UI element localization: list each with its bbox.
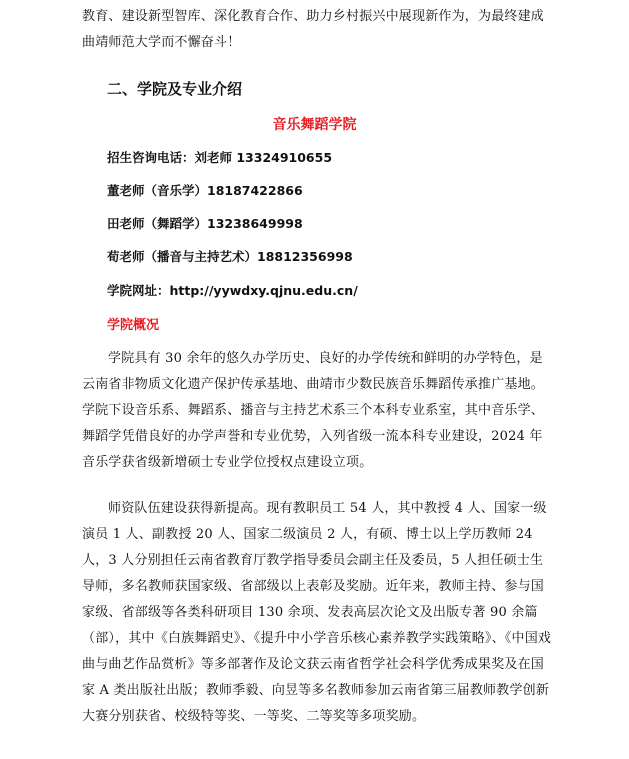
overview-paragraph-history: 学院具有 30 余年的悠久办学历史、良好的办学传统和鲜明的办学特色，是云南省非物质文化遗产保护传承基地、曲靖市少数民族音乐舞蹈传承推广基地。学院下设音乐系、舞蹈系、播音与主持艺术系三个本科专业系室，其中音乐学、舞蹈学凭借良好的办学声誉和专业优势，入列省级一流本科专业建设，2024 年音乐学获省级新增硕士专业学位授权点建设立项。 [82, 351, 545, 470]
overview-heading: 学院概况 [107, 318, 160, 333]
contact-line-admissions: 招生咨询电话：刘老师 13324910655 [107, 150, 333, 165]
section-heading: 二、学院及专业介绍 [107, 80, 243, 98]
overview-paragraph-faculty: 师资队伍建设获得新提高。现有教职员工 54 人，其中教授 4 人、国家一级演员 1 人、副教授 20 人、国家二级演员 2 人，有硕、博士以上学历教师 24 人，3 人分别担任云南省教育厅教学指导委员会副主任及委员，5 人担任硕士生导师，多名教师获国家级、省部级以上表彰及奖励。近年来，教师主持、参与国家级、省部级等各类科研项目 130 余项、发表高层次论文及出版专著 90 余篇（部），其中《白族舞蹈史》、《提升中小学音乐核心素养教学实践策略》、《中国戏曲与曲艺作品赏析》等多部著作及论文获云南省哲学社会科学优秀成果奖及在国家 A 类出版社出版；教师季毅、向昱等多名教师参加云南省第三届教师教学创新大赛分别获省、校级特等奖、一等奖、二等奖等多项奖励。 [82, 501, 552, 724]
contact-line-broadcasting: 荀老师（播音与主持艺术）18812356998 [107, 249, 353, 264]
intro-paragraph: 教育、建设新型智库、深化教育合作、助力乡村振兴中展现新作为，为最终建成曲靖师范大学而不懈奋斗！ [82, 9, 545, 50]
college-website: 学院网址：http://yywdxy.qjnu.edu.cn/ [107, 283, 358, 298]
contact-line-dance: 田老师（舞蹈学）13238649998 [107, 216, 303, 231]
college-name: 音乐舞蹈学院 [272, 117, 357, 133]
contact-line-music: 董老师（音乐学）18187422866 [107, 183, 303, 198]
